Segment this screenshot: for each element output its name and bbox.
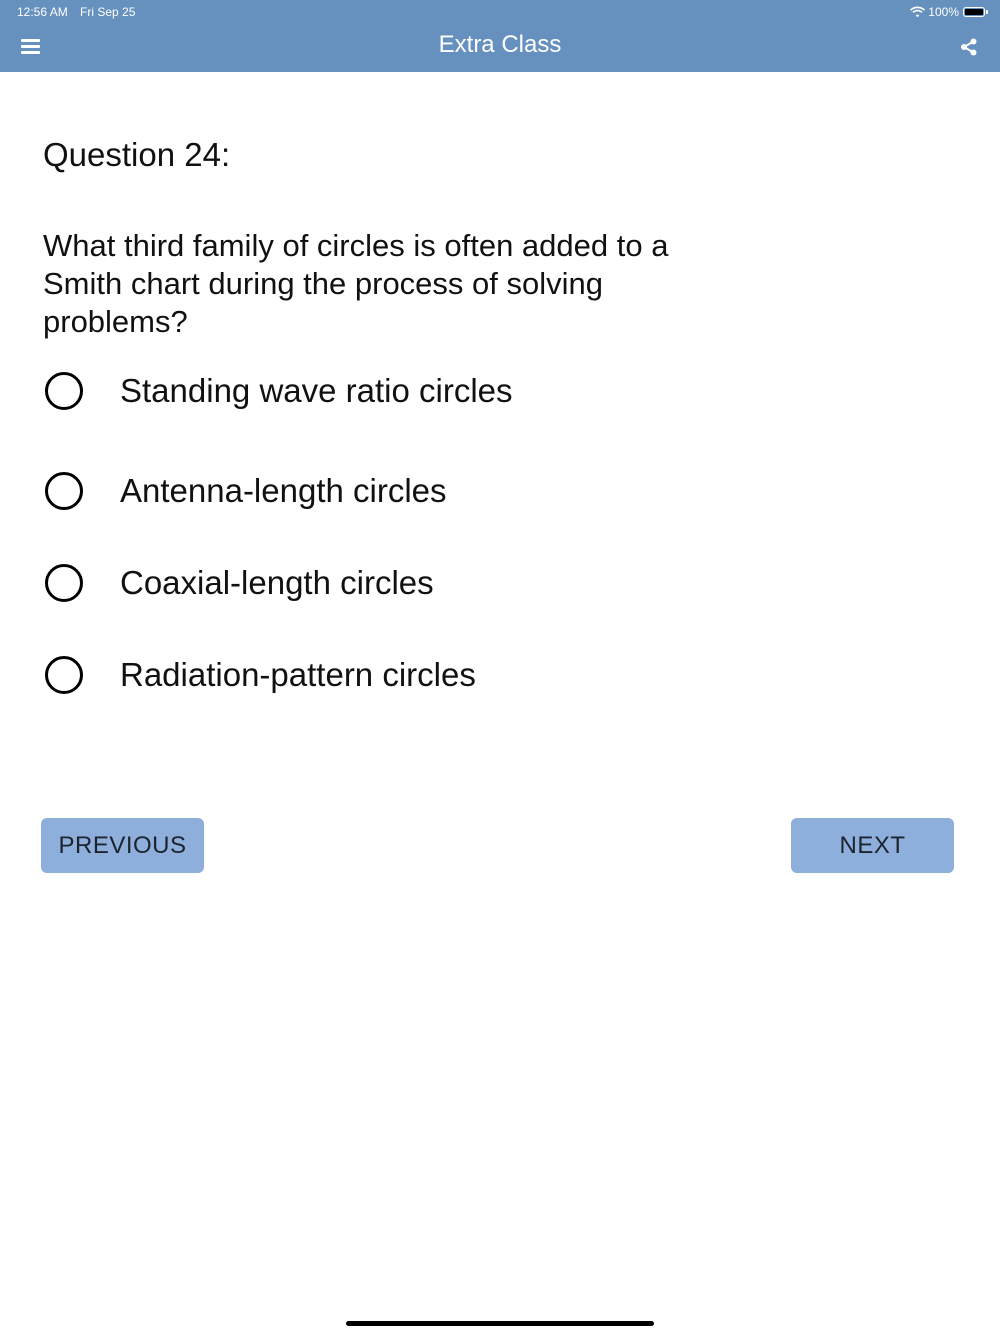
- answer-option-label: Radiation-pattern circles: [120, 656, 476, 693]
- app-title: Extra Class: [438, 31, 562, 58]
- status-bar-datetime: [17, 4, 135, 20]
- home-indicator[interactable]: [346, 1321, 654, 1326]
- status-bar-indicators: [910, 4, 985, 20]
- status-time: 12:56 AM: [17, 5, 68, 19]
- battery-icon: [963, 7, 985, 17]
- status-date: Fri Sep 25: [80, 5, 136, 19]
- answer-option-label: Standing wave ratio circles: [120, 372, 513, 409]
- radio-button-icon[interactable]: [45, 472, 83, 510]
- answer-option-label: Coaxial-length circles: [120, 564, 434, 601]
- radio-button-icon[interactable]: [45, 564, 83, 602]
- battery-nub: [986, 10, 988, 14]
- battery-fill: [965, 9, 983, 15]
- question-text: What third family of circles is often added to a Smith chart during the process of solving problems?: [43, 228, 669, 339]
- battery-percent: 100%: [928, 5, 959, 19]
- share-icon[interactable]: [960, 38, 978, 56]
- question-number: Question 24:: [43, 136, 231, 173]
- answer-option-standing-wave-ratio[interactable]: [43, 363, 743, 419]
- answer-option-label: Antenna-length circles: [120, 472, 447, 509]
- next-button[interactable]: NEXT: [791, 818, 954, 873]
- answer-option-coaxial-length[interactable]: [43, 555, 743, 611]
- radio-button-icon[interactable]: [45, 372, 83, 410]
- top-bar: [0, 0, 1000, 72]
- answer-option-antenna-length[interactable]: [43, 463, 743, 519]
- answer-option-radiation-pattern[interactable]: [43, 647, 743, 703]
- wifi-icon: [910, 6, 925, 18]
- previous-button[interactable]: PREVIOUS: [41, 818, 204, 873]
- radio-button-icon[interactable]: [45, 656, 83, 694]
